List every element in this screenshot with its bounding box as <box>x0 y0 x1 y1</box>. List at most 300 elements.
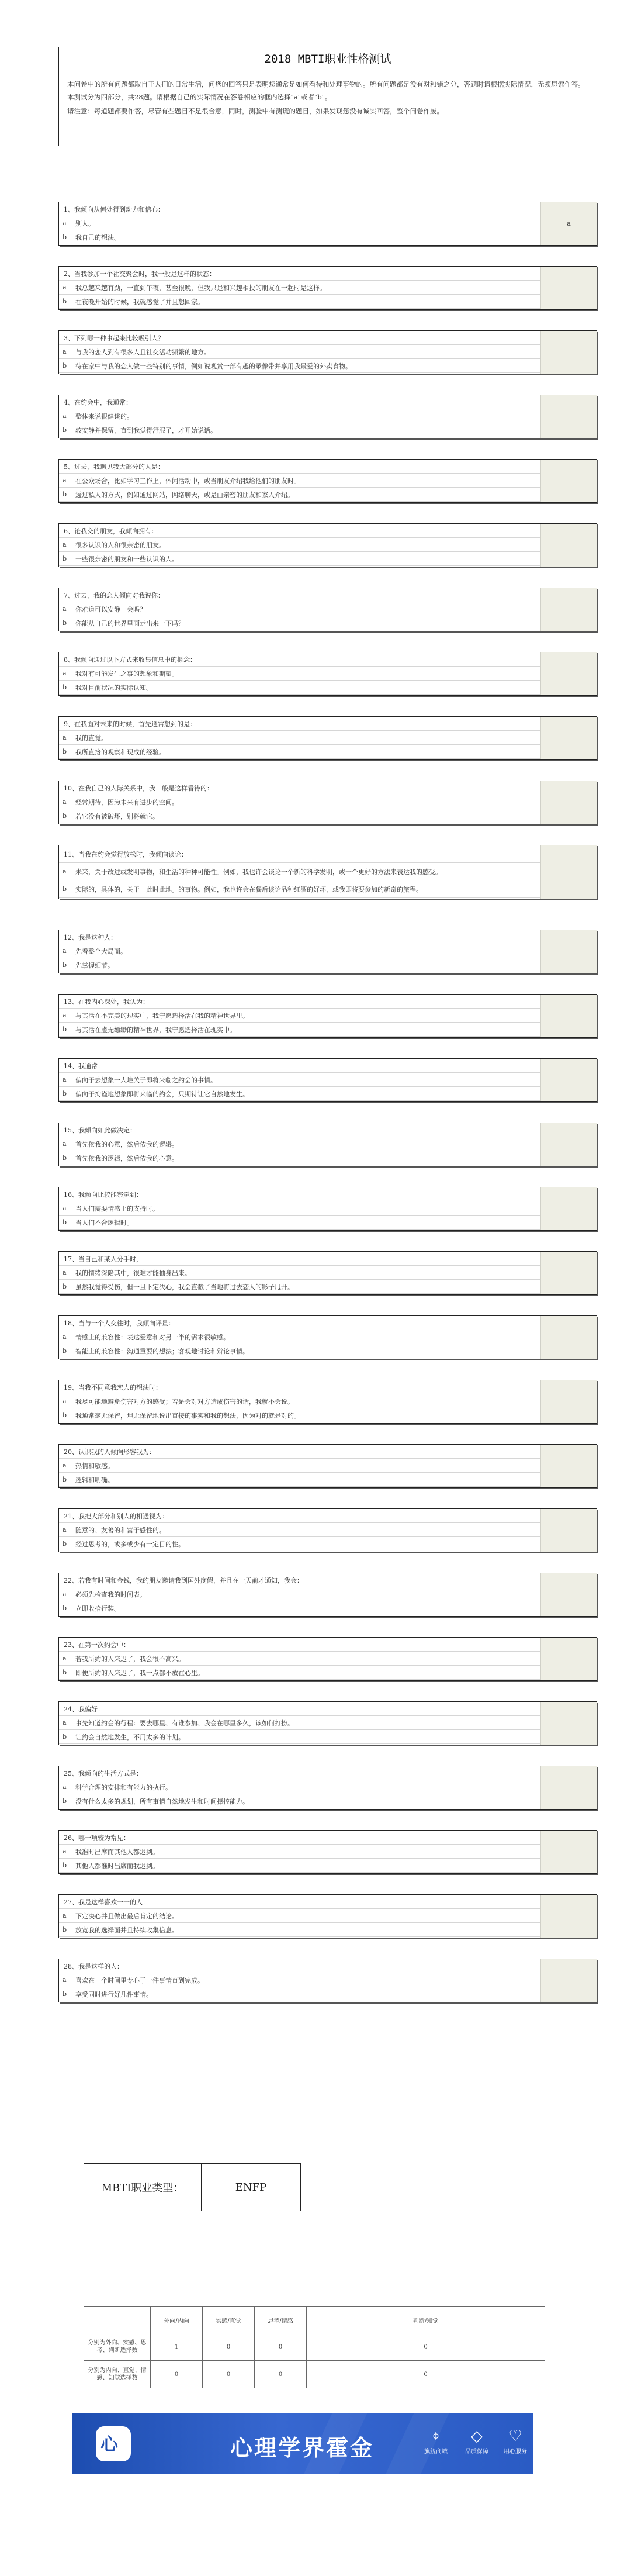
answer-cell[interactable] <box>540 1831 597 1873</box>
answer-cell[interactable] <box>540 1509 597 1552</box>
score-table-row <box>84 2361 545 2388</box>
option-letter: a <box>63 284 67 291</box>
option-a[interactable] <box>59 1330 541 1344</box>
option-a[interactable] <box>59 1909 541 1923</box>
question-stem <box>59 1573 541 1587</box>
option-a[interactable] <box>59 944 541 958</box>
question-stem <box>59 524 541 538</box>
option-letter: a <box>63 1848 67 1855</box>
question-stem <box>59 1123 541 1137</box>
option-b[interactable] <box>59 809 541 823</box>
option-text: 你能从自己的世界里面走出来一下吗？ <box>75 619 185 627</box>
option-letter: a <box>63 1204 67 1212</box>
option-text: 你难道可以安静一会吗？ <box>75 605 146 613</box>
option-a[interactable] <box>59 538 541 552</box>
banner-icon-caption: 用心服务 <box>504 2449 527 2455</box>
option-b[interactable] <box>59 552 541 566</box>
brand-logo-glyph: 心 <box>100 2435 118 2455</box>
option-b[interactable] <box>59 1473 541 1487</box>
option-b[interactable] <box>59 616 541 630</box>
score-table <box>84 2306 545 2388</box>
option-a[interactable] <box>59 1266 541 1280</box>
option-b[interactable] <box>59 1280 541 1294</box>
question-stem <box>59 331 541 345</box>
option-text: 享受同时进行好几件事情。 <box>75 1990 152 1998</box>
option-letter: b <box>63 1733 67 1741</box>
question-stem <box>59 1316 541 1330</box>
answer-cell[interactable] <box>540 1766 597 1809</box>
option-letter: a <box>63 605 67 613</box>
question-stem <box>59 1059 541 1073</box>
answer-cell[interactable] <box>540 1702 597 1745</box>
option-letter: b <box>63 233 67 241</box>
option-text: 别人。 <box>75 219 95 227</box>
answer-cell[interactable] <box>540 1187 597 1230</box>
option-text: 我尽可能地避免伤害对方的感受；若是会对对方造成伤害的话，我就不会说。 <box>75 1397 294 1406</box>
instruction-paragraph: 本问卷中的所有问题都取自于人们的日常生活，问您的回答只是表明您通常是如何看待和处理事物的。所有问题都是没有对和错之分，答题时请根据实际情况，无须思索作答。 <box>67 80 585 88</box>
option-text: 若我所约的人来迟了，我会很不高兴。 <box>75 1655 185 1663</box>
option-letter: b <box>63 298 67 305</box>
answer-cell[interactable]: a <box>540 202 597 245</box>
question-block <box>58 459 597 503</box>
option-text: 透过私人的方式，例如通过网站，网络聊天，或是由亲密的朋友和家人介绍。 <box>75 491 294 499</box>
question-text: 28、我是这样的人： <box>64 1962 123 1970</box>
option-a[interactable] <box>59 281 541 295</box>
option-text: 我对目前状况的实际认知。 <box>75 683 152 692</box>
option-letter: b <box>63 1218 67 1226</box>
question-block <box>58 1251 597 1295</box>
option-text: 让约会自然地发生，不用太多的计划。 <box>75 1733 185 1741</box>
score-cell: 1 <box>151 2333 203 2361</box>
question-text: 16、我倾向比较能察觉到： <box>64 1190 143 1199</box>
option-letter: b <box>63 812 67 820</box>
question-text: 9、在我面对未来的时候，首先通常想到的是： <box>64 720 196 728</box>
option-text: 在夜晚开始的时候，我就感觉了并且想回家。 <box>75 298 204 306</box>
option-letter: a <box>63 1783 67 1791</box>
option-b[interactable] <box>59 1408 541 1422</box>
answer-cell[interactable] <box>540 1059 597 1101</box>
option-text: 若它没有被破坏，别将就它。 <box>75 812 159 820</box>
option-letter: b <box>63 619 67 627</box>
question-block <box>58 1123 597 1166</box>
option-b[interactable] <box>59 880 541 898</box>
option-text: 没有什么太多的规划，所有事情自然地发生和时间撑控能力。 <box>75 1797 249 1805</box>
question-stem <box>59 995 541 1009</box>
option-text: 我的情绪深陷其中，很难才能抽身出来。 <box>75 1269 191 1277</box>
option-letter: a <box>63 1462 67 1469</box>
location-icon <box>417 2426 455 2455</box>
answer-cell[interactable] <box>540 1638 597 1680</box>
option-b[interactable] <box>59 359 541 373</box>
question-stem <box>59 1959 541 1973</box>
score-cell: 0 <box>151 2361 203 2388</box>
option-a[interactable] <box>59 474 541 488</box>
question-stem <box>59 267 541 281</box>
score-row-label: 分别为内向、直觉、情感、知觉选择数 <box>84 2361 151 2388</box>
option-b[interactable] <box>59 230 541 244</box>
page-title: 2018 MBTI职业性格测试 <box>59 47 597 71</box>
option-letter: b <box>63 748 67 755</box>
question-text: 18、当与一个人交往时，我倾向评量： <box>64 1319 175 1327</box>
option-text: 我自己的想法。 <box>75 233 120 241</box>
answer-cell[interactable] <box>540 652 597 695</box>
option-text: 先掌握细节。 <box>75 961 114 969</box>
answer-cell[interactable] <box>540 717 597 759</box>
option-text: 较安静并保留，直到我觉得舒服了，才开始说话。 <box>75 426 217 434</box>
score-cell: 0 <box>255 2361 307 2388</box>
option-b[interactable] <box>59 745 541 759</box>
score-cell: 0 <box>203 2333 255 2361</box>
answer-cell[interactable] <box>540 1959 597 2002</box>
question-text: 26、哪一项较为常见： <box>64 1833 130 1842</box>
question-stem <box>59 588 541 602</box>
option-letter: a <box>63 947 67 955</box>
question-block <box>58 1959 597 2002</box>
score-table-header <box>84 2307 545 2333</box>
option-text: 热情和敏感。 <box>75 1462 114 1470</box>
option-b[interactable] <box>59 1666 541 1680</box>
answer-cell[interactable] <box>540 588 597 631</box>
option-letter: b <box>63 1540 67 1548</box>
option-letter: a <box>63 219 67 227</box>
option-a[interactable] <box>59 667 541 681</box>
question-block <box>58 523 597 567</box>
option-text: 实际的，具体的，关于「此时此地」的事物。例如，我也许会在餐后谈论品种红酒的好坏，或我即将要参加的新奇的旅程。 <box>75 885 422 893</box>
option-letter: a <box>63 868 67 875</box>
option-b[interactable] <box>59 1794 541 1808</box>
question-text: 20、认识我的人倾向形容我为： <box>64 1448 155 1456</box>
question-stem <box>59 1895 541 1909</box>
question-text: 1、我倾向从何处得到动力和信心： <box>64 205 164 213</box>
option-letter: b <box>63 491 67 498</box>
option-text: 下定决心并且做出最后肯定的结论。 <box>75 1912 178 1920</box>
option-b[interactable] <box>59 1344 541 1358</box>
option-text: 必须先检查我的时间表。 <box>75 1590 146 1598</box>
score-cell: 0 <box>255 2333 307 2361</box>
instructions-panel <box>58 47 597 146</box>
score-header-cell: 判断/知觉 <box>307 2307 545 2333</box>
question-text: 10、在我自己的人际关系中，我一般是这样看待的： <box>64 784 213 792</box>
option-letter: a <box>63 1140 67 1148</box>
option-a[interactable] <box>59 1394 541 1408</box>
score-header-cell <box>84 2307 151 2333</box>
option-b[interactable] <box>59 1987 541 2001</box>
option-a[interactable] <box>59 1073 541 1087</box>
option-text: 我所直接的观察和现成的经验。 <box>75 748 165 756</box>
option-text: 与其活在不完美的现实中，我宁愿选择活在我的精神世界里。 <box>75 1011 249 1020</box>
option-text: 当人们需要情感上的支持时。 <box>75 1204 159 1213</box>
option-letter: a <box>63 348 67 355</box>
option-a[interactable] <box>59 409 541 423</box>
question-block <box>58 652 597 696</box>
answer-cell[interactable] <box>540 524 597 567</box>
heart-icon <box>497 2426 533 2455</box>
question-text: 24、我偏好： <box>64 1705 104 1713</box>
option-a[interactable] <box>59 1652 541 1666</box>
option-letter: b <box>63 1347 67 1355</box>
question-stem <box>59 202 541 216</box>
question-block <box>58 1766 597 1810</box>
option-text: 经过思考的，或多或少有一定目的性。 <box>75 1540 185 1548</box>
question-stem <box>59 460 541 474</box>
option-text: 其他人都准时出席而我迟到。 <box>75 1862 159 1870</box>
option-b[interactable] <box>59 423 541 437</box>
score-cell: 0 <box>203 2361 255 2388</box>
question-block <box>58 1187 597 1231</box>
instruction-paragraph: 本测试分为四部分，共28题。请根据自己的实际情况在答卷相应的框内选择"a"或者"b"。 <box>67 93 332 101</box>
question-block <box>58 330 597 374</box>
option-text: 我总越来越有劲，一直到午夜，甚至很晚，但我只是和兴趣相投的朋友在一起时是这样。 <box>75 284 326 292</box>
option-b[interactable] <box>59 1859 541 1873</box>
option-letter: b <box>63 1476 67 1483</box>
answer-cell[interactable] <box>540 395 597 438</box>
brand-name: 心理学界霍金 <box>230 2435 375 2461</box>
question-block <box>58 1830 597 1874</box>
question-text: 17、当自己和某人分手时， <box>64 1255 143 1263</box>
option-text: 整体来说很健谈的。 <box>75 412 133 420</box>
option-a[interactable] <box>59 602 541 616</box>
question-stem <box>59 652 541 667</box>
mbti-result-value: ENFP <box>235 2181 267 2194</box>
option-text: 一些很亲密的朋友和一些认识的人。 <box>75 555 178 563</box>
banner-icon-caption: 品质保障 <box>465 2449 488 2455</box>
option-b[interactable] <box>59 1087 541 1101</box>
answer-cell[interactable] <box>540 460 597 502</box>
question-stem <box>59 930 541 944</box>
option-text: 首先依我的心意，然后依我的逻辑。 <box>75 1140 178 1148</box>
question-text: 4、在约会中，我通常： <box>64 398 132 406</box>
option-letter: a <box>63 1976 67 1984</box>
question-text: 22、若我有时间和金钱，我的朋友邀请我到国外度假，并且在一天前才通知，我会： <box>64 1576 303 1584</box>
option-text: 即便所约的人来迟了，我一点都不放在心里。 <box>75 1669 204 1677</box>
option-text: 与我的恋人到有很多人且社交活动频繁的地方。 <box>75 348 210 356</box>
option-b[interactable] <box>59 1923 541 1937</box>
question-stem <box>59 395 541 409</box>
question-text: 21、我把大部分和别人的相遇视为： <box>64 1512 168 1520</box>
option-b[interactable] <box>59 1601 541 1615</box>
question-text: 13、在我内心深处，我认为： <box>64 997 149 1006</box>
question-block <box>58 1701 597 1745</box>
question-text: 25、我倾向的生活方式是： <box>64 1769 143 1777</box>
option-letter: a <box>63 1655 67 1662</box>
answer-cell[interactable] <box>540 1316 597 1359</box>
question-block <box>58 781 597 824</box>
option-b[interactable] <box>59 1023 541 1037</box>
option-text: 未来，关于改进或发明事物，和生活的种种可能性。例如，我也许会谈论一个新的科学发明，或一个更好的方法来表达我的感受。 <box>75 868 442 876</box>
option-b[interactable] <box>59 1151 541 1165</box>
mbti-result-box <box>84 2163 301 2211</box>
question-block <box>58 1894 597 1938</box>
option-letter: a <box>63 1912 67 1919</box>
option-a[interactable] <box>59 1845 541 1859</box>
diamond-icon <box>458 2426 495 2455</box>
question-stem <box>59 845 541 863</box>
answer-cell[interactable] <box>540 1252 597 1294</box>
answer-cell[interactable] <box>540 781 597 824</box>
question-block <box>58 1380 597 1424</box>
option-b[interactable] <box>59 1216 541 1230</box>
option-letter: b <box>63 1411 67 1419</box>
option-letter: a <box>63 412 67 420</box>
option-a[interactable] <box>59 1459 541 1473</box>
question-block <box>58 1315 597 1359</box>
answer-cell[interactable] <box>540 1895 597 1938</box>
answer-cell[interactable] <box>540 995 597 1037</box>
option-letter: a <box>63 541 67 548</box>
option-text: 与其活在虚无缥缈的精神世界，我宁愿选择活在现实中。 <box>75 1025 236 1034</box>
option-text: 我通常毫无保留，坦无保留地说出直接的事实和我的想法，因为对的就是对的。 <box>75 1411 300 1420</box>
question-block <box>58 395 597 438</box>
question-text: 2、当我参加一个社交聚会时，我一般是这样的状态： <box>64 270 216 278</box>
banner-icon-symbol: ⌖ <box>431 2427 441 2445</box>
option-a[interactable] <box>59 795 541 809</box>
option-a[interactable] <box>59 1716 541 1730</box>
option-letter: b <box>63 961 67 969</box>
option-text: 事先知道约会的行程：要去哪里、有谁参加、我会在哪里多久，该如何打扮。 <box>75 1719 294 1727</box>
brand-logo <box>96 2426 131 2461</box>
question-stem <box>59 717 541 731</box>
question-block <box>58 266 597 310</box>
score-header-cell: 思考/情感 <box>255 2307 307 2333</box>
option-letter: b <box>63 362 67 370</box>
question-text: 14、我通常： <box>64 1062 104 1070</box>
option-text: 我对有可能发生之事的想象和期望。 <box>75 669 178 678</box>
option-letter: b <box>63 555 67 562</box>
question-block <box>58 845 597 899</box>
option-text: 当人们不合逻辑时。 <box>75 1218 133 1227</box>
score-header-cell: 外向/内向 <box>151 2307 203 2333</box>
option-b[interactable] <box>59 958 541 972</box>
option-b[interactable] <box>59 681 541 695</box>
question-stem <box>59 1766 541 1780</box>
option-text: 放宽我的选择面并且持续收集信息。 <box>75 1926 178 1934</box>
banner-icon-caption: 旗舰商城 <box>424 2449 448 2455</box>
question-text: 19、当我不同意我恋人的想法时： <box>64 1383 162 1391</box>
question-text: 6、论我交的朋友，我倾向拥有： <box>64 527 158 535</box>
option-b[interactable] <box>59 488 541 502</box>
question-block <box>58 202 597 246</box>
option-a[interactable] <box>59 216 541 230</box>
option-a[interactable] <box>59 1137 541 1151</box>
question-stem <box>59 781 541 795</box>
question-text: 12、我是这种人： <box>64 933 117 941</box>
answer-cell[interactable] <box>540 1123 597 1166</box>
option-b[interactable] <box>59 1537 541 1551</box>
option-letter: a <box>63 669 67 677</box>
option-a[interactable] <box>59 1009 541 1023</box>
option-letter: b <box>63 426 67 434</box>
option-letter: a <box>63 798 67 806</box>
question-block <box>58 716 597 760</box>
option-letter: b <box>63 1604 67 1612</box>
brand-banner <box>72 2413 533 2474</box>
option-letter: b <box>63 1669 67 1676</box>
question-text: 5、过去，我遇见我大部分的人是： <box>64 462 164 471</box>
question-block <box>58 930 597 973</box>
mbti-result-label: MBTI职业类型： <box>84 2164 202 2211</box>
score-header-cell: 实感/直觉 <box>203 2307 255 2333</box>
option-a[interactable] <box>59 731 541 745</box>
score-cell: 0 <box>307 2333 545 2361</box>
option-text: 立即收拾行装。 <box>75 1604 120 1612</box>
option-letter: b <box>63 1990 67 1998</box>
option-text: 虽然我觉得受伤，但一旦下定决心，我会直截了当地将过去恋人的影子甩开。 <box>75 1283 294 1291</box>
banner-icon-symbol: ◇ <box>471 2427 483 2445</box>
option-a[interactable] <box>59 863 541 880</box>
question-stem <box>59 1638 541 1652</box>
score-cell: 0 <box>307 2361 545 2388</box>
option-text: 待在家中与我的恋人做一些特别的事情，例如说观赏一部有趣的录像带并享用我最爱的外卖食物。 <box>75 362 352 370</box>
question-stem <box>59 1509 541 1523</box>
question-text: 23、在第一次约会中： <box>64 1641 130 1649</box>
option-letter: a <box>63 1269 67 1276</box>
option-text: 智能上的兼容性：沟通重要的想法；客观地讨论和辩论事情。 <box>75 1347 249 1355</box>
option-text: 我准时出席而其他人都迟到。 <box>75 1848 159 1856</box>
score-table-row <box>84 2333 545 2361</box>
question-stem <box>59 1252 541 1266</box>
answer-cell[interactable] <box>540 267 597 309</box>
option-text: 随意的、友善的和富于感性的。 <box>75 1526 165 1534</box>
answer-cell[interactable] <box>540 930 597 973</box>
option-b[interactable] <box>59 1730 541 1744</box>
answer-cell[interactable] <box>540 1445 597 1487</box>
question-block <box>58 1444 597 1488</box>
question-text: 27、我是这样喜欢一一的人： <box>64 1898 149 1906</box>
option-a[interactable] <box>59 1201 541 1216</box>
question-stem <box>59 1831 541 1845</box>
option-letter: a <box>63 1719 67 1726</box>
option-letter: b <box>63 1926 67 1933</box>
option-a[interactable] <box>59 1523 541 1537</box>
answer-cell[interactable] <box>540 331 597 374</box>
question-block <box>58 588 597 631</box>
option-text: 逻辑和明确。 <box>75 1476 114 1484</box>
option-a[interactable] <box>59 1780 541 1794</box>
question-block <box>58 1637 597 1681</box>
option-letter: b <box>63 1797 67 1805</box>
option-letter: a <box>63 1333 67 1341</box>
option-text: 喜欢在一个时间里专心于一件事情直到完成。 <box>75 1976 204 1984</box>
option-b[interactable] <box>59 295 541 309</box>
option-letter: a <box>63 1526 67 1534</box>
option-a[interactable] <box>59 1587 541 1601</box>
option-a[interactable] <box>59 1973 541 1987</box>
option-letter: b <box>63 885 67 893</box>
option-letter: a <box>63 734 67 741</box>
option-letter: b <box>63 1862 67 1869</box>
question-block <box>58 994 597 1038</box>
option-text: 偏向于拘谨地想象即将来临的约会，只期待让它自然地发生。 <box>75 1090 249 1098</box>
option-letter: a <box>63 1397 67 1405</box>
option-a[interactable] <box>59 345 541 359</box>
banner-icon-symbol: ♡ <box>508 2427 522 2445</box>
question-text: 15、我倾向如此做决定： <box>64 1126 136 1134</box>
answer-cell[interactable] <box>540 845 597 899</box>
option-text: 首先依我的逻辑，然后依我的心意。 <box>75 1154 178 1162</box>
answer-cell[interactable] <box>540 1573 597 1616</box>
question-stem <box>59 1445 541 1459</box>
question-block <box>58 1573 597 1617</box>
question-text: 8、我倾向通过以下方式来收集信息中的概念： <box>64 655 196 664</box>
question-text: 7、过去，我的恋人倾向对我说你： <box>64 591 164 599</box>
question-block <box>58 1058 597 1102</box>
answer-cell[interactable] <box>540 1380 597 1423</box>
option-letter: b <box>63 1090 67 1097</box>
option-text: 情感上的兼容性：表达爱意和对另一半的需求很敏感。 <box>75 1333 230 1341</box>
option-text: 我的直觉。 <box>75 734 108 742</box>
question-stem <box>59 1187 541 1201</box>
option-letter: b <box>63 1025 67 1033</box>
